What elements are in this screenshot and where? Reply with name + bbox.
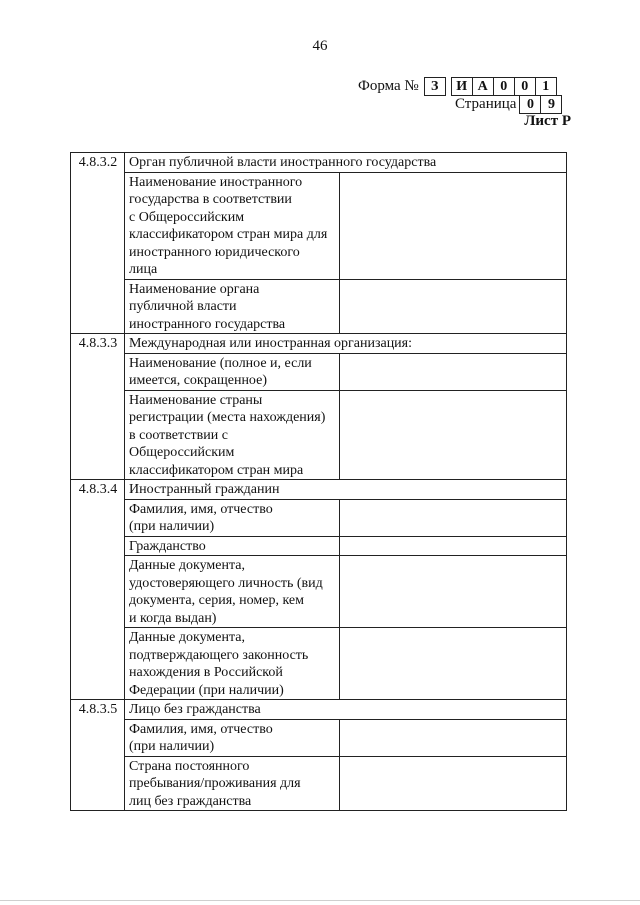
form-code-cell: 0 (514, 77, 536, 96)
field-row (71, 353, 567, 390)
field-label-line: Федерации (при наличии) (129, 682, 284, 698)
field-value-cell[interactable] (340, 390, 567, 480)
form-number-row (358, 76, 557, 96)
page-code (520, 95, 562, 113)
page-number: 46 (312, 38, 328, 54)
page-code-cell: 0 (519, 95, 541, 114)
page-code-cell: 9 (540, 95, 562, 114)
form-code-cell: 1 (535, 77, 557, 96)
section-title: Лицо без гражданства (125, 700, 567, 720)
field-label (125, 499, 340, 536)
section-title: Орган публичной власти иностранного государства (125, 153, 567, 173)
section-header-row (71, 480, 567, 500)
field-label-line: иностранного государства (129, 316, 286, 332)
field-value-cell[interactable] (340, 172, 567, 279)
form-table (70, 152, 567, 811)
field-row (71, 756, 567, 811)
field-label-line: лица (129, 262, 158, 277)
field-label (125, 172, 340, 279)
field-label-line: Гражданство (129, 538, 206, 554)
field-label-line: Наименование иностранного (129, 174, 303, 190)
field-label-line: Фамилия, имя, отчество (129, 501, 273, 517)
field-label-line: нахождения в Российской (129, 665, 283, 680)
field-label-line: (при наличии) (129, 739, 215, 754)
field-label (125, 279, 340, 334)
section-header-row (71, 334, 567, 354)
page-code-label: Страница (455, 95, 517, 112)
field-label-line: Общероссийским (129, 445, 235, 460)
field-label-line: публичной власти (129, 299, 237, 314)
field-label (125, 390, 340, 480)
field-value-cell[interactable] (340, 499, 567, 536)
field-label-line: Наименование (полное и, если (129, 355, 312, 371)
section-title: Иностранный гражданин (125, 480, 567, 500)
field-label (125, 556, 340, 628)
field-label-line: иностранного юридического (129, 244, 300, 260)
page-code-row (455, 94, 562, 114)
section-header-row (71, 700, 567, 720)
field-value-cell[interactable] (340, 556, 567, 628)
section-title: Международная или иностранная организация: (125, 334, 567, 354)
field-value-cell[interactable] (340, 279, 567, 334)
section-number: 4.8.3.3 (71, 334, 125, 480)
field-value-cell[interactable] (340, 628, 567, 700)
section-number: 4.8.3.4 (71, 480, 125, 700)
field-label-line: и когда выдан) (129, 610, 217, 626)
field-label-line: подтверждающего законность (129, 647, 309, 663)
field-label-line: в соответствии с (129, 427, 228, 443)
field-label (125, 353, 340, 390)
form-code-cell: З (424, 77, 446, 96)
field-label-line: государства в соответствии (129, 192, 292, 207)
field-row (71, 556, 567, 628)
field-row (71, 628, 567, 700)
field-row (71, 719, 567, 756)
field-row (71, 499, 567, 536)
field-label-line: классификатором стран мира (129, 462, 304, 478)
form-code-cell: И (451, 77, 473, 96)
field-label (125, 628, 340, 700)
field-value-cell[interactable] (340, 719, 567, 756)
field-label-line: (при наличии) (129, 519, 215, 534)
field-label-line: с Общероссийским (129, 209, 245, 225)
field-label (125, 536, 340, 556)
field-row (71, 536, 567, 556)
form-number-label: Форма № (358, 77, 419, 94)
field-label-line: пребывания/проживания для (129, 776, 301, 791)
form-code-cell: А (472, 77, 494, 96)
field-label-line: классификатором стран мира для (129, 227, 328, 242)
field-label-line: Наименование страны (129, 392, 263, 408)
field-label-line: лиц без гражданства (129, 793, 252, 809)
field-label-line: Данные документа, (129, 558, 245, 573)
form-code (425, 77, 557, 95)
field-label-line: Наименование органа (129, 281, 260, 297)
field-value-cell[interactable] (340, 536, 567, 556)
section-number: 4.8.3.2 (71, 153, 125, 334)
field-row (71, 172, 567, 279)
field-value-cell[interactable] (340, 756, 567, 811)
form-code-cell: 0 (493, 77, 515, 96)
field-row (71, 390, 567, 480)
field-label-line: Фамилия, имя, отчество (129, 721, 273, 737)
field-label-line: регистрации (места нахождения) (129, 410, 326, 425)
page-bottom-edge (0, 900, 640, 901)
field-label-line: Страна постоянного (129, 758, 250, 774)
field-label (125, 719, 340, 756)
field-label-line: удостоверяющего личность (вид (129, 575, 323, 591)
section-header-row (71, 153, 567, 173)
sheet-label: Лист Р (524, 113, 571, 129)
field-label (125, 756, 340, 811)
field-label-line: имеется, сокращенное) (129, 373, 267, 388)
section-number: 4.8.3.5 (71, 700, 125, 811)
field-label-line: документа, серия, номер, кем (129, 593, 304, 608)
field-label-line: Данные документа, (129, 630, 245, 645)
field-value-cell[interactable] (340, 353, 567, 390)
field-row (71, 279, 567, 334)
